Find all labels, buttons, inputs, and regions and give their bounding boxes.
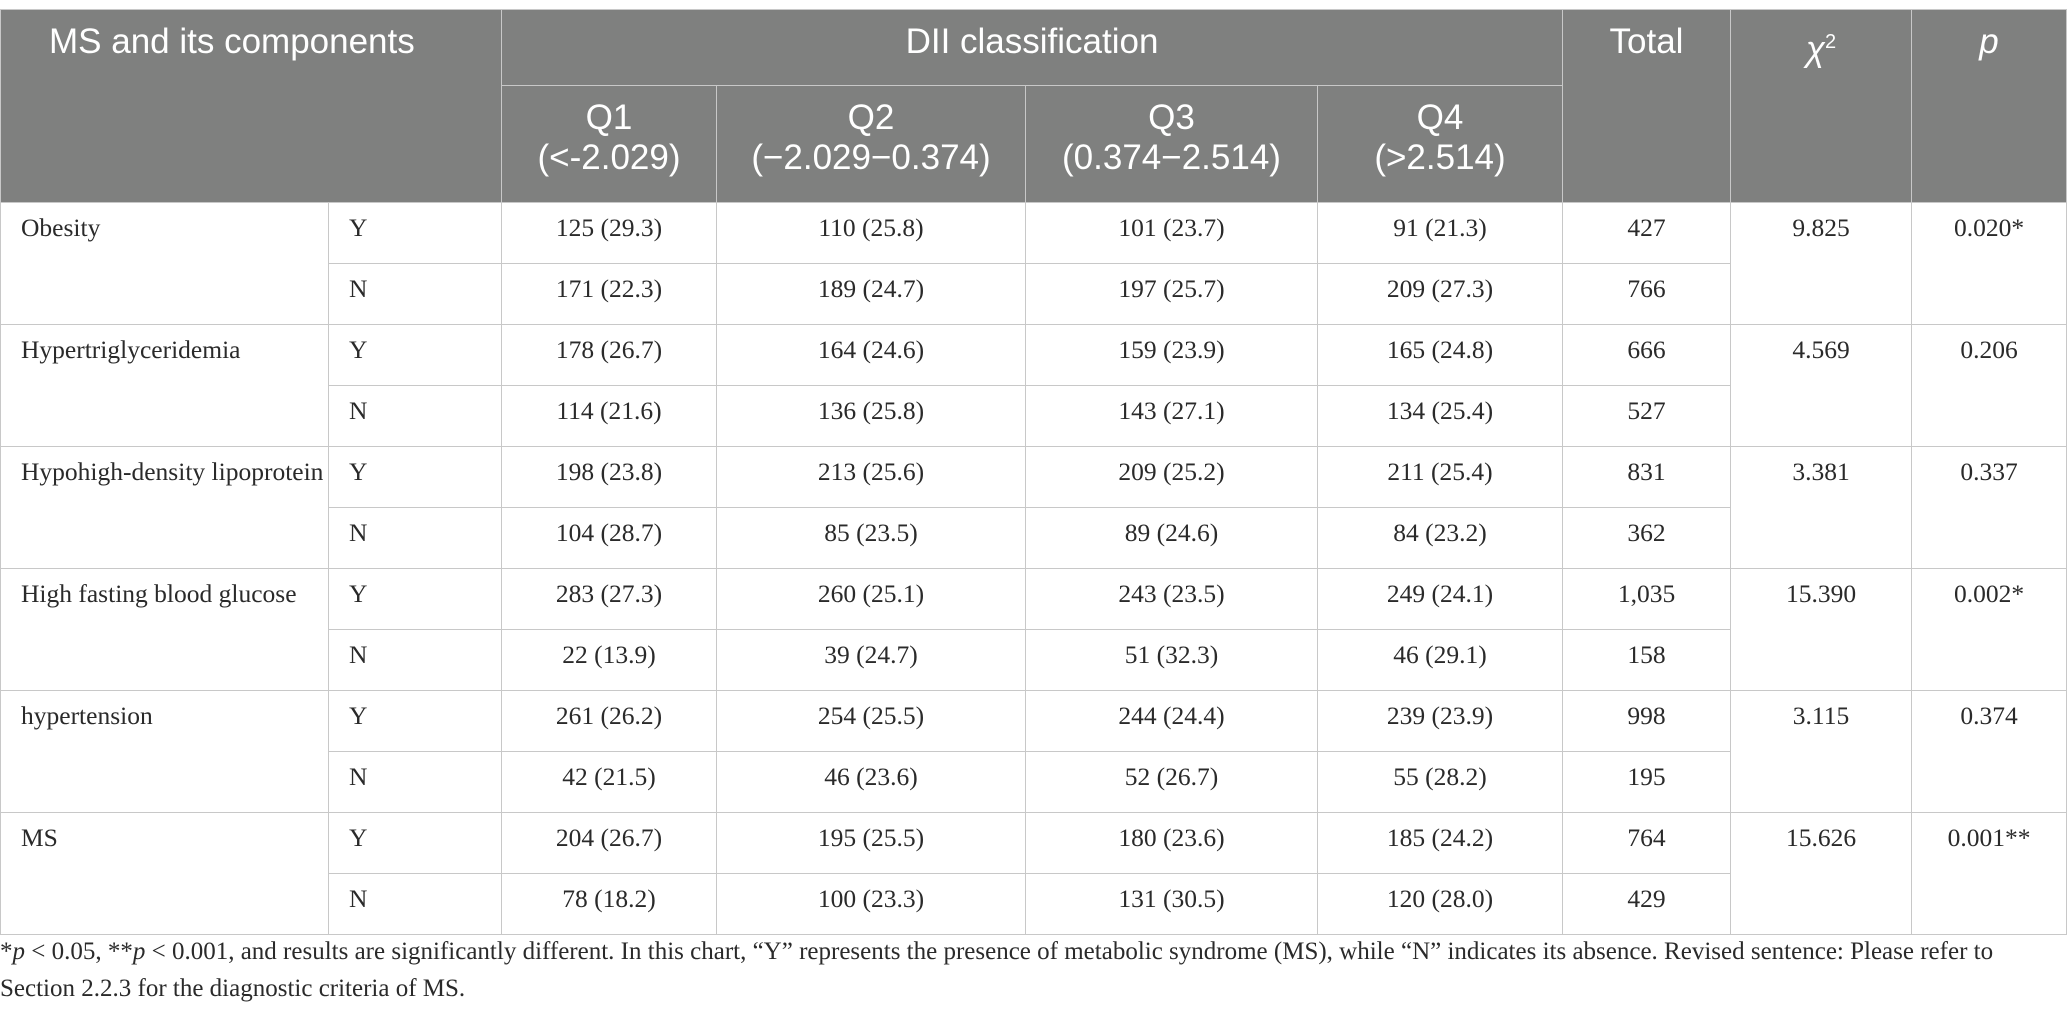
q3-cell: 180 (23.6) [1026,813,1318,874]
chi-square-value: 3.115 [1731,691,1912,813]
header-quartile-3 [1026,86,1318,203]
quartile-range: (<-2.029) [537,138,681,177]
presence-flag: Y [329,447,502,508]
component-label: hypertension [1,691,329,813]
total-cell: 362 [1563,508,1731,569]
chi-symbol: χ [1805,29,1825,69]
presence-flag: Y [329,691,502,752]
q4-cell: 209 (27.3) [1318,264,1563,325]
table-row [1,447,2067,508]
total-cell: 158 [1563,630,1731,691]
q3-cell: 51 (32.3) [1026,630,1318,691]
footnote-p-symbol-2: p [132,938,146,965]
presence-flag: Y [329,203,502,264]
chi-superscript: 2 [1824,31,1837,53]
q3-cell: 197 (25.7) [1026,264,1318,325]
p-value: 0.206 [1912,325,2067,447]
q4-cell: 239 (23.9) [1318,691,1563,752]
q1-cell: 204 (26.7) [502,813,717,874]
footnote-p-symbol: p [12,938,25,965]
q4-cell: 249 (24.1) [1318,569,1563,630]
q2-cell: 213 (25.6) [717,447,1026,508]
q4-cell: 46 (29.1) [1318,630,1563,691]
p-value: 0.002* [1912,569,2067,691]
table-row [1,203,2067,264]
p-value: 0.020* [1912,203,2067,325]
total-cell: 195 [1563,752,1731,813]
q2-cell: 195 (25.5) [717,813,1026,874]
presence-flag: Y [329,325,502,386]
chi-square-value: 4.569 [1731,325,1912,447]
header-quartile-4 [1318,86,1563,203]
q4-cell: 84 (23.2) [1318,508,1563,569]
total-cell: 429 [1563,874,1731,935]
q2-cell: 46 (23.6) [717,752,1026,813]
presence-flag: Y [329,813,502,874]
q4-cell: 91 (21.3) [1318,203,1563,264]
q2-cell: 254 (25.5) [717,691,1026,752]
chi-square-value: 15.390 [1731,569,1912,691]
q4-cell: 165 (24.8) [1318,325,1563,386]
q3-cell: 159 (23.9) [1026,325,1318,386]
q3-cell: 131 (30.5) [1026,874,1318,935]
q2-cell: 164 (24.6) [717,325,1026,386]
table-row [1,325,2067,386]
q3-cell: 101 (23.7) [1026,203,1318,264]
header-quartile-2 [717,86,1026,203]
q4-cell: 55 (28.2) [1318,752,1563,813]
chi-square-value: 15.626 [1731,813,1912,935]
presence-flag: N [329,630,502,691]
q2-cell: 189 (24.7) [717,264,1026,325]
header-dii-classification: DII classification [502,10,1563,86]
presence-flag: Y [329,569,502,630]
chi-square-value: 3.381 [1731,447,1912,569]
presence-flag: N [329,386,502,447]
q1-cell: 171 (22.3) [502,264,717,325]
chi-square-value: 9.825 [1731,203,1912,325]
footnote-text-1: < 0.05, ** [25,938,133,965]
table-row [1,691,2067,752]
total-cell: 766 [1563,264,1731,325]
total-cell: 427 [1563,203,1731,264]
quartile-range: (−2.029−0.374) [751,138,991,177]
header-total: Total [1563,10,1731,203]
q1-cell: 261 (26.2) [502,691,717,752]
q3-cell: 52 (26.7) [1026,752,1318,813]
q3-cell: 209 (25.2) [1026,447,1318,508]
presence-flag: N [329,752,502,813]
q2-cell: 136 (25.8) [717,386,1026,447]
quartile-range: (>2.514) [1374,138,1506,177]
q4-cell: 185 (24.2) [1318,813,1563,874]
header-ms-components: MS and its components [1,10,502,203]
table-row [1,569,2067,630]
component-label: Obesity [1,203,329,325]
q1-cell: 283 (27.3) [502,569,717,630]
q1-cell: 198 (23.8) [502,447,717,508]
component-label: Hypertriglyceridemia [1,325,329,447]
header-quartile-1 [502,86,717,203]
total-cell: 998 [1563,691,1731,752]
total-cell: 764 [1563,813,1731,874]
q1-cell: 125 (29.3) [502,203,717,264]
p-value: 0.337 [1912,447,2067,569]
q1-cell: 42 (21.5) [502,752,717,813]
header-p-value: p [1912,10,2067,203]
total-cell: 666 [1563,325,1731,386]
component-label: High fasting blood glucose [1,569,329,691]
q2-cell: 110 (25.8) [717,203,1026,264]
total-cell: 831 [1563,447,1731,508]
table-row [1,813,2067,874]
q2-cell: 260 (25.1) [717,569,1026,630]
q2-cell: 39 (24.7) [717,630,1026,691]
q4-cell: 211 (25.4) [1318,447,1563,508]
quartile-range: (0.374−2.514) [1062,138,1281,177]
total-cell: 527 [1563,386,1731,447]
presence-flag: N [329,264,502,325]
q1-cell: 22 (13.9) [502,630,717,691]
q3-cell: 143 (27.1) [1026,386,1318,447]
presence-flag: N [329,874,502,935]
q3-cell: 243 (23.5) [1026,569,1318,630]
footnote-star: * [0,938,13,965]
q1-cell: 114 (21.6) [502,386,717,447]
q1-cell: 78 (18.2) [502,874,717,935]
q4-cell: 134 (25.4) [1318,386,1563,447]
component-label: MS [1,813,329,935]
q2-cell: 100 (23.3) [717,874,1026,935]
quartile-name: Q3 [1148,98,1195,137]
header-chi-square [1731,10,1912,203]
quartile-name: Q2 [847,98,895,137]
total-cell: 1,035 [1563,569,1731,630]
quartile-name: Q1 [585,98,633,137]
table-footnote [0,933,2050,1007]
q3-cell: 89 (24.6) [1026,508,1318,569]
p-value: 0.001** [1912,813,2067,935]
presence-flag: N [329,508,502,569]
q1-cell: 104 (28.7) [502,508,717,569]
component-label: Hypohigh-density lipoprotein [1,447,329,569]
q1-cell: 178 (26.7) [502,325,717,386]
q4-cell: 120 (28.0) [1318,874,1563,935]
q2-cell: 85 (23.5) [717,508,1026,569]
ms-dii-table [0,9,2067,935]
footnote-text-2: < 0.001, and results are significantly different. In this chart, “Y” represents the presence of metabolic syndrome (MS), while “N” indicates its absence. Revised sentence: Please refer to Section 2.2.3 for the diagnostic criteria of MS. [0,938,1994,1002]
p-value: 0.374 [1912,691,2067,813]
quartile-name: Q4 [1416,98,1464,137]
q3-cell: 244 (24.4) [1026,691,1318,752]
